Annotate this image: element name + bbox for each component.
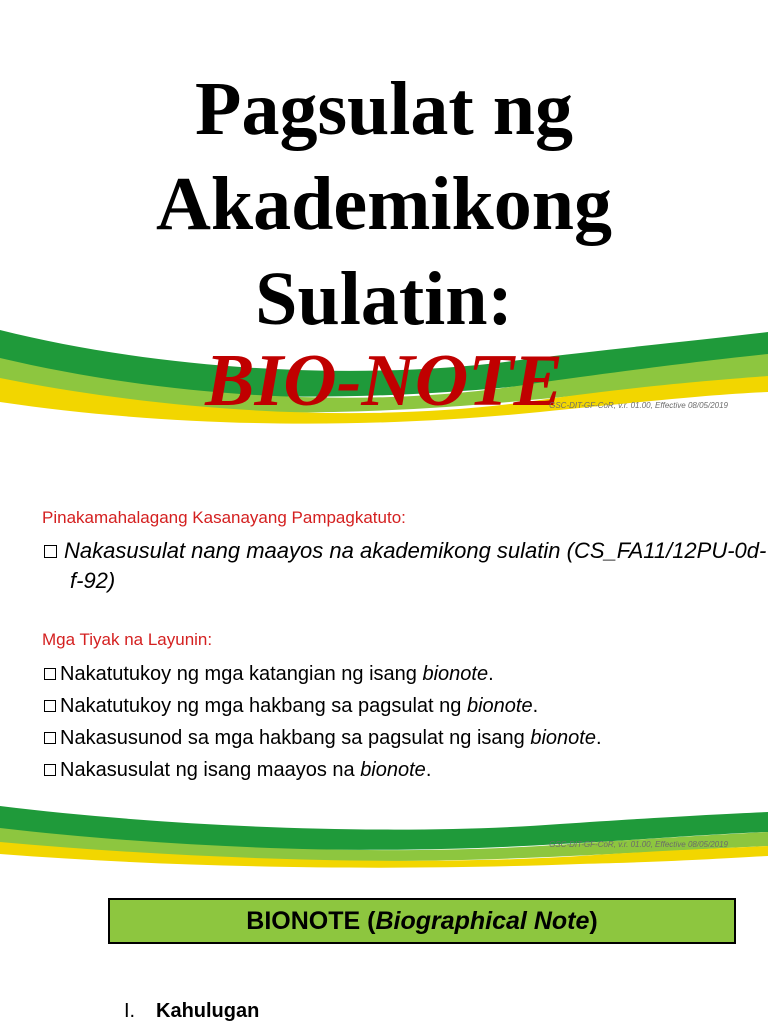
- objective-text: Nakasusulat ng isang maayos na: [60, 759, 361, 781]
- bionote-slide: [0, 870, 768, 1024]
- checkbox-bullet-icon: [44, 668, 56, 680]
- title-slide: [0, 0, 768, 440]
- banner-emphasis: Biographical Note: [375, 907, 590, 935]
- objectives-list: [44, 658, 602, 786]
- banner-suffix: ): [589, 907, 598, 935]
- footer-document-code: GSC-DIT-GF-CoR, v.r. 01.00, Effective 08/05/2019: [549, 401, 728, 410]
- objective-emphasis: bionote: [422, 663, 489, 685]
- list-item: [44, 754, 602, 786]
- objective-end: .: [532, 695, 539, 717]
- objective-end: .: [425, 759, 432, 781]
- objective-text: Nakatutukoy ng mga katangian ng isang: [60, 663, 423, 685]
- checkbox-bullet-icon: [44, 700, 56, 712]
- footer-document-code: GSC-DIT-GF-CoR, v.r. 01.00, Effective 08/05/2019: [549, 840, 728, 849]
- slide-subtitle: BIO-NOTE: [205, 340, 563, 422]
- list-item: [44, 658, 602, 690]
- outline-number: I.: [124, 1000, 136, 1022]
- list-item: [44, 536, 768, 596]
- outline-label: Kahulugan: [156, 1000, 260, 1022]
- objective-emphasis: bionote: [360, 759, 426, 781]
- objective-text: Nakatutukoy ng mga hakbang sa pagsulat ng: [60, 695, 467, 717]
- outline-item: [124, 1000, 259, 1023]
- checkbox-bullet-icon: [44, 732, 56, 744]
- objective-emphasis: bionote: [466, 695, 533, 717]
- objectives-label: Mga Tiyak na Layunin:: [42, 630, 213, 649]
- competency-list: [44, 536, 768, 596]
- slide-title: Pagsulat ng Akademikong Sulatin:: [155, 67, 613, 341]
- checkbox-bullet-icon: [44, 764, 56, 776]
- checkbox-bullet-icon: [44, 545, 57, 558]
- objective-emphasis: bionote: [530, 727, 596, 749]
- objective-end: .: [488, 663, 494, 685]
- objective-text: Nakasusunod sa mga hakbang sa pagsulat ng isang: [60, 727, 531, 749]
- objectives-slide: [0, 440, 768, 870]
- green-yellow-swoosh: [0, 802, 768, 870]
- section-banner: [108, 898, 736, 944]
- banner-prefix: BIONOTE (: [246, 907, 376, 935]
- list-item: [44, 722, 602, 754]
- competency-label: Pinakamahalagang Kasanayang Pampagkatuto:: [42, 508, 406, 527]
- competency-text: Nakasusulat nang maayos na akademikong sulatin (CS_FA11/12PU-0d-f-92): [64, 538, 767, 593]
- list-item: [44, 690, 602, 722]
- objective-end: .: [595, 727, 602, 749]
